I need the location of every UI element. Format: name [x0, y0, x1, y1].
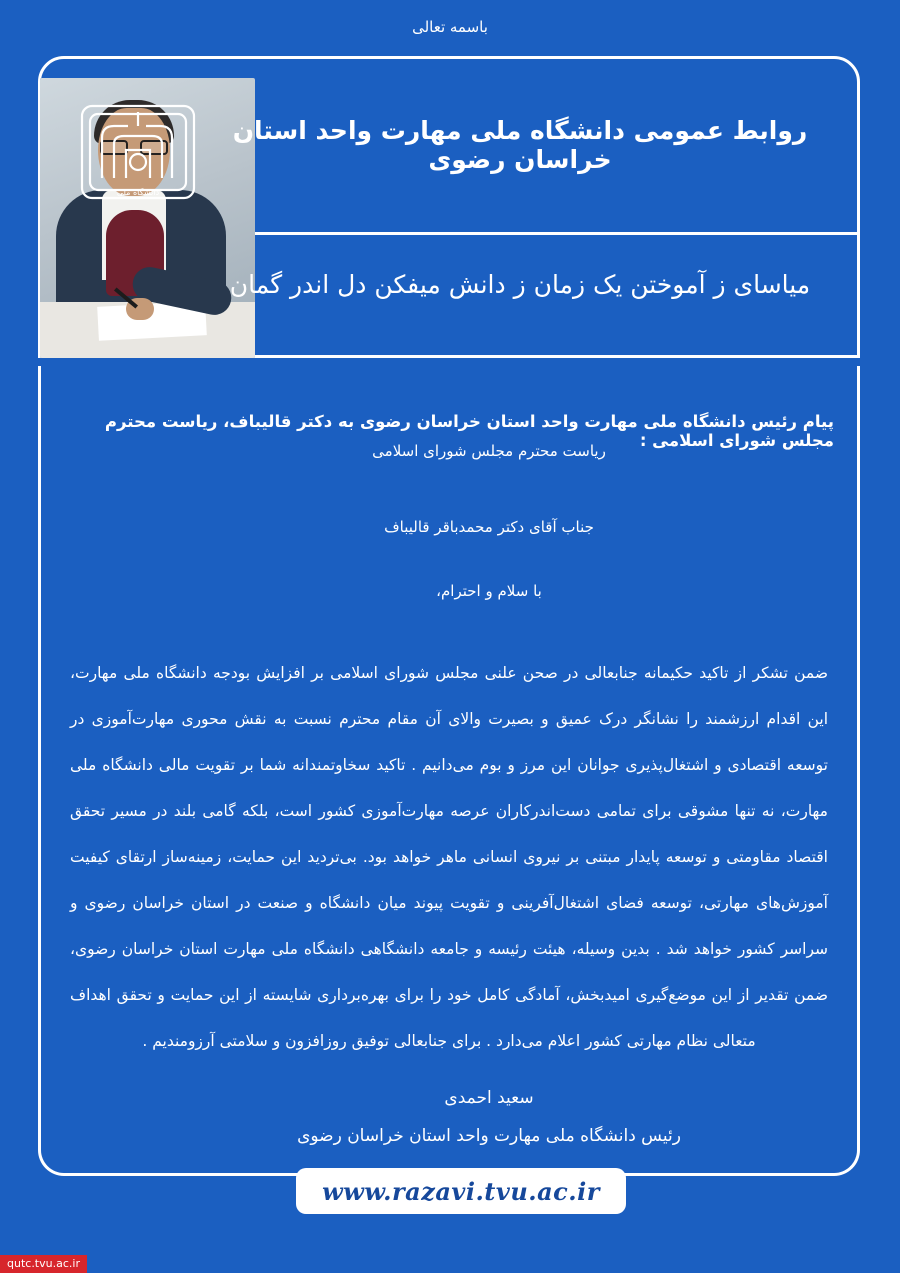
message-lead: پیام رئیس دانشگاه ملی مهارت واحد استان خراسان رضوی به دکتر قالیباف، ریاست محترم مجلس شورای اسلامی :	[104, 412, 834, 450]
poem-line: میاسای ز آموختن یک زمان ز دانش میفکن دل اندر گمان	[229, 270, 811, 299]
svg-text:دانشگاه ملی: دانشگاه ملی	[116, 188, 160, 197]
bismillah-text: باسمه تعالی	[412, 18, 488, 36]
addressee-line-2: جناب آقای دکتر محمدباقر قالیباف	[384, 518, 594, 536]
source-watermark: qutc.tvu.ac.ir	[0, 1255, 87, 1273]
message-body: ضمن تشکر از تاکید حکیمانه جنابعالی در صحن علنی مجلس شورای اسلامی بر افزایش بودجه دانشگاه ملی مهارت، این اقدام ارزشمند را نشانگر درک عمیق و بصیرت والای آن مقام محترم نسبت به نقش محوری مهارت‌آموزی در توسعه اقتصادی و اشتغال‌پذیری جوانان این مرز و بوم می‌دانیم . تاکید سخاوتمندانه شما بر تقویت مالی دانشگاه ملی مهارت، نه تنها مشوقی برای تمامی دست‌اندرکاران عرصه مهارت‌آموزی کشور است، بلکه گامی بلند در مسیر تحقق اقتصاد مقاومتی و توسعه پایدار مبتنی بر نیروی انسانی ماهر خواهد بود. بی‌تردید این حمایت، زمینه‌ساز ارتقای کیفیت آموزش‌های مهارتی، توسعه فضای اشتغال‌آفرینی و تقویت پیوند میان دانشگاه و صنعت در استان خراسان رضوی و سراسر کشور خواهد شد . بدین وسیله، هیئت رئیسه و جامعه دانشگاهی دانشگاه ملی مهارت استان خراسان رضوی، ضمن تقدیر از این موضع‌گیری امیدبخش، آمادگی کامل خود را برای بهره‌برداری شایسته از این حمایت و تحقق اهداف متعالی نظام مهارتی کشور اعلام می‌دارد . برای جنابعالی توفیق روزافزون و سلامتی آرزومندیم .	[70, 664, 828, 1050]
website-link[interactable]	[296, 1168, 626, 1214]
organization-line: روابط عمومی دانشگاه ملی مهارت واحد استان خراسان رضوی	[232, 116, 808, 174]
greeting-line: با سلام و احترام،	[436, 582, 542, 600]
university-logo	[68, 92, 208, 212]
signature-title: رئیس دانشگاه ملی مهارت واحد استان خراسان رضوی	[297, 1126, 681, 1146]
addressee-line-1: ریاست محترم مجلس شورای اسلامی	[372, 442, 606, 460]
signature-name: سعید احمدی	[444, 1088, 534, 1108]
website-url-text: www.razavi.tvu.ac.ir	[322, 1176, 600, 1206]
